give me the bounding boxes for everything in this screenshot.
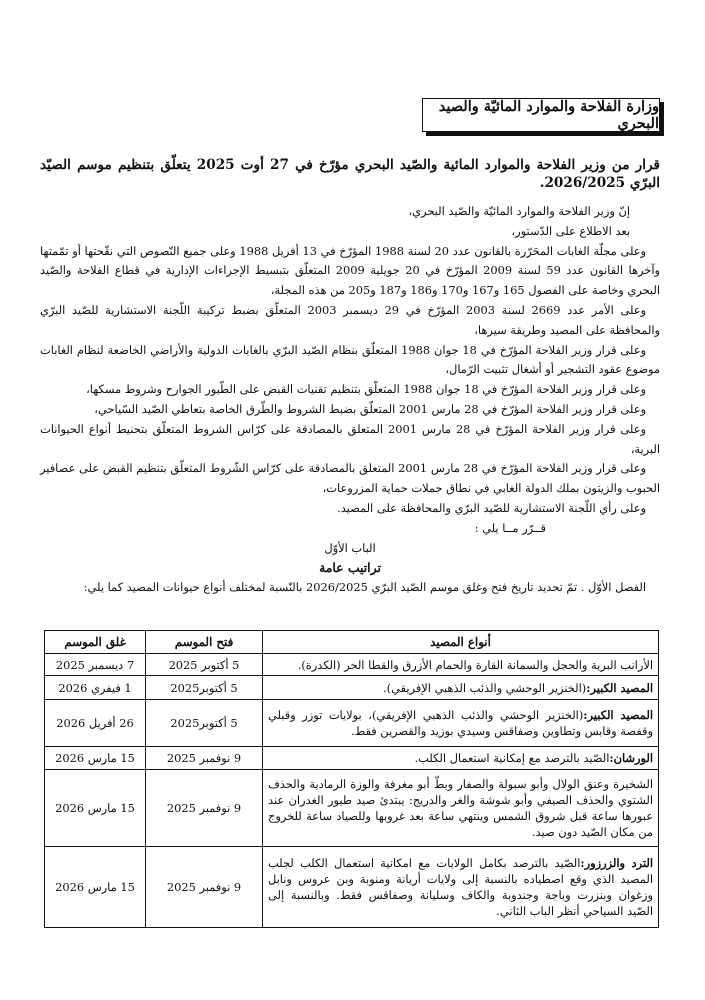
table-row [45, 700, 659, 747]
species-cell [263, 700, 659, 747]
species-text: (الخنزير الوحشي والذئب الذهبي الإفريقي). [383, 680, 587, 695]
open-date-cell: 5 أكتوبر2025 [146, 700, 263, 747]
ministry-name: وزارة الفلاحة والموارد المائيّة والصيد البحري [438, 98, 659, 132]
species-text: الصّيد بالترصد بكامل الولايات مع امكانية استعمال الكلب لجلب المصيد الذي وقع اصطياده بالنسبة إلى ولايات أريانة ومنوبة وبن عروس ونابل وزغوان وبنزرت وباجة وجندوبة والكاف وسليانة وصفاقس فقط. وبالنسبة إلى الصّيد السياحي أنظر الباب الثاني. [268, 856, 653, 918]
chapter-title: تراتيب عامة [319, 560, 381, 576]
species-text: الشخيرة وعنق الولال وأبو سبولة والصفار وبطّ أبو مغرفة والوزة الرمادية والحذف الشتوي والحذف الصيفي وأبو شوشة والغر والدريج: يبتدئ صيد طيور الغدران عند عبورها ساعة قبل شروق الشمس وينتهي ساعة بعد غروبها وللصياد ساعة للخروج من مكان الصّيد دون صيد. [268, 777, 653, 839]
season-table [44, 630, 659, 928]
open-date-cell: 5 أكتوبر2025 [146, 676, 263, 700]
species-label: المصيد الكبير: [586, 680, 653, 695]
species-label: الترد والزرزور: [580, 856, 653, 870]
chapter-number: الباب الأوّل [324, 540, 376, 555]
table-row [45, 747, 659, 770]
header-season-open: فتح الموسم [146, 631, 263, 654]
species-cell [263, 770, 659, 847]
species-label: المصيد الكبير: [583, 708, 654, 722]
preamble-paragraph: وعلى قرار وزير الفلاحة المؤرّخ في 28 مارس 2001 المتعلق بالمصادقة على كرّاس الشّروط المتعلّق بتنظيم القبض على عصافير الحبوب والزيتون بملك الدولة الغابي في نطاق حملات حماية المزروعات، [40, 461, 660, 496]
species-cell [263, 847, 659, 928]
close-date-cell: 15 مارس 2026 [45, 747, 146, 770]
open-date-cell: 9 نوفمبر 2025 [146, 770, 263, 847]
header-season-close: غلق الموسم [45, 631, 146, 654]
preamble-paragraph: وعلى قرار وزير الفلاحة المؤرّخ في 18 جوان 1988 المتعلّق بنظام الصّيد البرّي بالغابات الدولية والأراضي الخاضعة لنظام الغابات موضوع عقود التشجير أو أشغال تثبيت الرّمال، [40, 342, 660, 377]
preamble-paragraph: وعلى الأمر عدد 2669 لسنة 2003 المؤرّخ في 29 ديسمبر 2003 المتعلّق بضبط تركيبة اللّجنة الاستشارية للصّيد البرّي والمحافظة على المصيد وطريقة سيرها، [40, 302, 660, 337]
species-cell [263, 654, 659, 676]
species-cell [263, 747, 659, 770]
preamble-paragraph: وعلى رأي اللّجنة الاستشارية للصّيد البرّي والمحافظة على المصيد. [337, 500, 646, 515]
close-date-cell: 7 ديسمبر 2025 [45, 654, 146, 676]
close-date-cell: 15 مارس 2026 [45, 770, 146, 847]
resolution-line: قــرّر مــا يلي : [474, 520, 546, 535]
preamble-paragraph: وعلى قرار وزير الفلاحة المؤرّخ في 28 مارس 2001 المتعلّق بضبط الشروط والطّرق الخاصة بتعاطي الصّيد السّياحي، [94, 401, 646, 416]
header-species: أنواع المصيد [263, 631, 659, 654]
table-header-row [45, 631, 659, 654]
species-text: (الخنزير الوحشي والذئب الذهبي الإفريقي)، بولايات توزر وقبلي وقفصة وقابس وتطاوين وصفاقس وسيدي بوزيد والقصرين فقط. [268, 708, 653, 738]
ministry-heading [422, 98, 660, 132]
table-row [45, 770, 659, 847]
preamble-paragraph: وعلى مجلّة الغابات المحَرّرة بالقانون عدد 20 لسنة 1988 المؤرّخ في 13 أفريل 1988 وعلى جميع النّصوص التي نقّحتها أو تمّمتها وآخرها القانون عدد 59 لسنة 2009 المؤرّخ في 20 جويلية 2009 المتعلّق بتبسيط الإجراءات الإدارية في قطاع الفلاحة والصّيد البحري وخاصة على الفصول 165 و167 و170 و186 و187 و205 من هذه المجلة، [40, 243, 661, 298]
species-text: الصّيد بالترصد مع إمكانية استعمال الكلب. [414, 751, 610, 765]
preamble-paragraph: إنّ وزير الفلاحة والموارد المائيّة والصّيد البحري، [408, 204, 630, 218]
decree-preamble [40, 202, 660, 598]
preamble-paragraph: بعد الاطلاع على الدّستور، [511, 223, 630, 238]
preamble-paragraph: وعلى قرار وزير الفلاحة المؤرّخ في 28 مارس 2001 المتعلق بالمصادقة على كرّاس الشروط المتعلّق بتحنيط أنواع الحيوانات البرية، [40, 421, 660, 456]
table-row [45, 676, 659, 700]
species-cell [263, 676, 659, 700]
close-date-cell: 1 فيفري 2026 [45, 676, 146, 700]
close-date-cell: 15 مارس 2026 [45, 847, 146, 928]
close-date-cell: 26 أفريل 2026 [45, 700, 146, 747]
table-row [45, 847, 659, 928]
preamble-paragraph: وعلى قرار وزير الفلاحة المؤرّخ في 18 جوان 1988 المتعلّق بتنظيم تقنيات القبض على الطّيور الجوارح وشروط مسكها، [86, 382, 646, 397]
open-date-cell: 9 نوفمبر 2025 [146, 747, 263, 770]
species-label: الورشان: [609, 751, 653, 765]
open-date-cell: 5 أكتوبر 2025 [146, 654, 263, 676]
table-row [45, 654, 659, 676]
article-one: الفصل الأوّل . تمّ تحديد تاريخ فتح وغلق موسم الصّيد البرّي 2026/2025 بالنّسبة لمختلف أنواع حيوانات المصيد كما يلي: [83, 580, 646, 595]
decree-title: قرار من وزير الفلاحة والموارد المائية والصّيد البحري مؤرّخ في 27 أوت 2025 يتعلّق بتنظيم موسم الصيّد البرّي 2026/2025. [40, 157, 661, 191]
species-text: الأرانب البرية والحجل والسمانة القارة والحمام الأزرق والقطا الحر (الكدرة). [297, 657, 653, 672]
open-date-cell: 9 نوفمبر 2025 [146, 847, 263, 928]
